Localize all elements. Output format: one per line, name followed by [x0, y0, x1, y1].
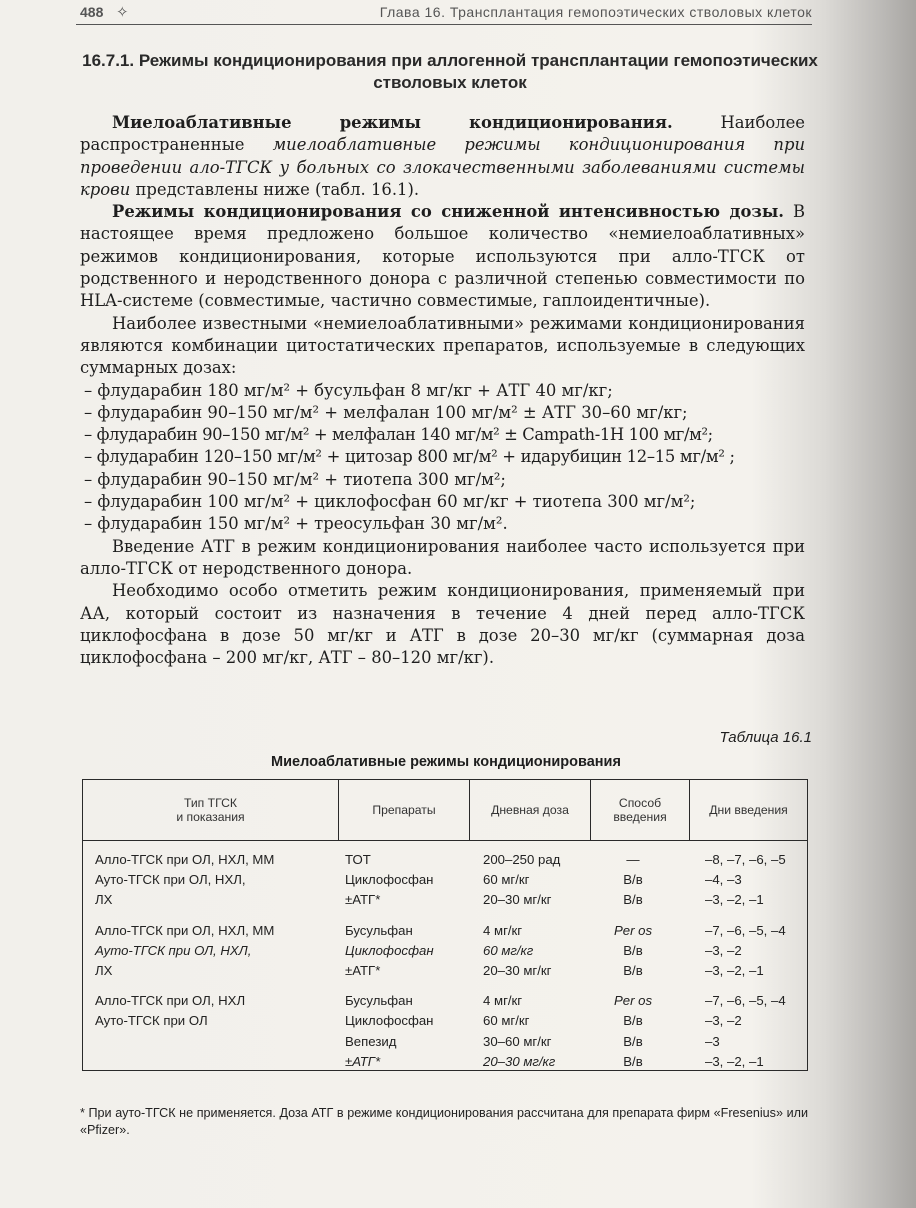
header-route-line1: Способ — [618, 796, 662, 810]
table-footnote: * При ауто-ТГСК не применяется. Доза АТГ в режиме кондиционирования рассчитана для препарата фирм «Fresenius» или «Pfizer». — [80, 1106, 808, 1137]
cell-drug: Вепезид — [345, 1033, 397, 1049]
paragraph-1 — [80, 112, 805, 201]
cell-dose: 30–60 мг/кг — [483, 1033, 552, 1049]
cell-route: В/в — [623, 942, 643, 958]
cell-drug: Бусульфан — [345, 922, 413, 938]
cell-route: Per os — [613, 922, 653, 938]
table-header — [83, 780, 807, 841]
cell-days: –7, –6, –5, –4 — [705, 922, 786, 938]
table-row — [83, 1011, 807, 1031]
ornament-icon: ✧ — [116, 4, 129, 21]
p2-lead: Режимы кондиционирования со сниженной интенсивностью дозы. — [112, 202, 784, 222]
cell-type: ЛХ — [95, 962, 113, 978]
cell-drug: ±АТГ* — [345, 962, 381, 978]
cell-dose: 20–30 мг/кг — [483, 962, 552, 978]
table-row — [83, 921, 807, 941]
paragraph-5: Необходимо особо отметить режим кондиционирования, применяемый при АА, который состоит из назначения в течение 4 дней перед алло-ТГСК циклофосфана в дозе 50 мг/кг и АТГ в дозе 20–30 мг/кг (суммарная доза циклофосфана – 200 мг/кг, АТГ – 80–120 мг/кг). — [80, 581, 805, 668]
table-row — [83, 890, 807, 910]
cell-dose: 4 мг/кг — [483, 922, 523, 938]
paragraph-4: Введение АТГ в режим кондиционирования наиболее часто используется при алло-ТГСК от неродственного донора. — [80, 536, 805, 578]
cell-dose: 20–30 мг/кг — [483, 892, 552, 908]
cell-dose: 60 мг/кг — [483, 872, 530, 888]
header-days-label: Дни введения — [709, 803, 788, 817]
header-drugs-label: Препараты — [372, 803, 436, 817]
cell-dose: 60 мг/кг — [483, 1013, 530, 1029]
table-row — [83, 941, 807, 961]
list-item: – флударабин 90–150 мг/м² + тиотепа 300 мг/м²; — [84, 469, 506, 489]
header-route-line2: введения — [613, 810, 667, 824]
cell-type: ЛХ — [95, 892, 113, 908]
regimen-table — [82, 779, 808, 1071]
cell-type: Ауто-ТГСК при ОЛ, НХЛ, — [95, 872, 246, 888]
list-item: – флударабин 180 мг/м² + бусульфан 8 мг/кг + АТГ 40 мг/кг; — [84, 380, 613, 400]
cell-route: В/в — [623, 1033, 643, 1049]
cell-route: В/в — [623, 1013, 643, 1029]
table-title: Миелоаблативные режимы кондиционирования — [271, 754, 621, 770]
body-text — [80, 112, 805, 669]
header-drugs — [339, 780, 469, 840]
header-type — [83, 780, 338, 840]
table-row — [83, 1052, 807, 1072]
table-row — [83, 1032, 807, 1052]
table-row — [83, 991, 807, 1011]
table-row — [83, 870, 807, 890]
cell-days: –7, –6, –5, –4 — [705, 993, 786, 1009]
cell-type: Ауто-ТГСК при ОЛ, НХЛ, — [95, 942, 252, 958]
cell-dose: 200–250 рад — [483, 852, 561, 867]
cell-route: Per os — [613, 993, 653, 1009]
cell-route: В/в — [623, 962, 643, 978]
p1-lead: Миелоаблативные режимы кондиционирования. — [112, 113, 673, 132]
cell-days: –3, –2, –1 — [705, 892, 764, 908]
cell-type: Ауто-ТГСК при ОЛ — [95, 1013, 208, 1029]
running-head — [72, 4, 812, 26]
cell-drug: Циклофосфан — [345, 1013, 434, 1029]
header-type-line2: и показания — [176, 810, 245, 824]
header-route — [591, 780, 689, 840]
table-row — [83, 850, 807, 870]
list-item: – флударабин 150 мг/м² + треосульфан 30 мг/м². — [84, 514, 508, 534]
cell-days: –4, –3 — [705, 872, 742, 888]
cell-drug: ТОТ — [345, 852, 371, 867]
paragraph-2 — [80, 201, 805, 312]
cell-type: Алло-ТГСК при ОЛ, НХЛ — [95, 993, 246, 1009]
header-days — [690, 780, 807, 840]
table-body — [83, 850, 807, 1072]
cell-drug: ±АТГ* — [345, 1053, 381, 1069]
cell-drug: Циклофосфан — [345, 872, 434, 888]
p1-text-a: Наиболее распространенные — [80, 113, 805, 155]
paragraph-3: Наиболее известными «немиелоаблативными» режимами кондиционирования являются комбинации цитостатических препаратов, используемые в следующих суммарных дозах: — [80, 313, 805, 378]
p1-text-b: представлены ниже (табл. 16.1). — [130, 179, 420, 199]
regimen-list — [80, 380, 805, 536]
list-item: – флударабин 120–150 мг/м² + цитозар 800 мг/м² + идарубицин 12–15 мг/м² ; — [84, 447, 735, 467]
cell-days: –3, –2, –1 — [705, 962, 764, 978]
cell-days: –3, –2 — [705, 1013, 742, 1029]
cell-type: Алло-ТГСК при ОЛ, НХЛ, ММ — [95, 852, 275, 867]
chapter-title: Глава 16. Трансплантация гемопоэтических стволовых клеток — [379, 4, 812, 20]
cell-days: –3, –2 — [705, 942, 742, 958]
cell-route: В/в — [623, 872, 643, 888]
cell-drug: Бусульфан — [345, 993, 413, 1009]
table-label: Таблица 16.1 — [719, 729, 812, 746]
cell-route: — — [626, 852, 640, 867]
cell-drug: ±АТГ* — [345, 892, 381, 908]
section-heading: 16.7.1. Режимы кондиционирования при аллогенной трансплантации гемопоэтических стволовых клеток — [82, 51, 818, 92]
cell-type: Алло-ТГСК при ОЛ, НХЛ, ММ — [95, 922, 275, 938]
list-item: – флударабин 90–150 мг/м² + мелфалан 100 мг/м² ± АТГ 30–60 мг/кг; — [84, 402, 688, 422]
header-rule — [76, 24, 812, 25]
list-item: – флударабин 90–150 мг/м² + мелфалан 140 мг/м² ± Campath-1H 100 мг/м²; — [84, 425, 713, 445]
cell-days: –3, –2, –1 — [705, 1053, 764, 1069]
cell-dose: 20–30 мг/кг — [483, 1053, 556, 1069]
cell-dose: 60 мг/кг — [483, 942, 534, 958]
header-dose — [470, 780, 590, 840]
table-row — [83, 961, 807, 981]
cell-days: –3 — [705, 1033, 720, 1049]
p1-italic: миелоаблативные режимы кондиционирования при проведении ало-ТГСК у больных со злокачественными заболеваниями системы крови — [80, 135, 805, 199]
header-type-line1: Тип ТГСК — [183, 796, 238, 810]
cell-dose: 4 мг/кг — [483, 993, 523, 1009]
cell-drug: Циклофосфан — [345, 942, 434, 958]
page-number: 488 — [80, 4, 104, 20]
cell-route: В/в — [623, 892, 643, 908]
cell-days: –8, –7, –6, –5 — [705, 852, 786, 867]
list-item: – флударабин 100 мг/м² + циклофосфан 60 мг/кг + тиотепа 300 мг/м²; — [84, 492, 696, 512]
header-dose-label: Дневная доза — [491, 803, 569, 817]
p2-text: В настоящее время предложено большое количество «немиелоаблативных» режимов кондиционирования, которые используются при алло-ТГСК от родственного и неродственного донора с различной степенью совместимости по HLA-системе (совместимые, частично совместимые, гаплоидентичные). — [80, 202, 805, 311]
cell-route: В/в — [623, 1053, 643, 1069]
